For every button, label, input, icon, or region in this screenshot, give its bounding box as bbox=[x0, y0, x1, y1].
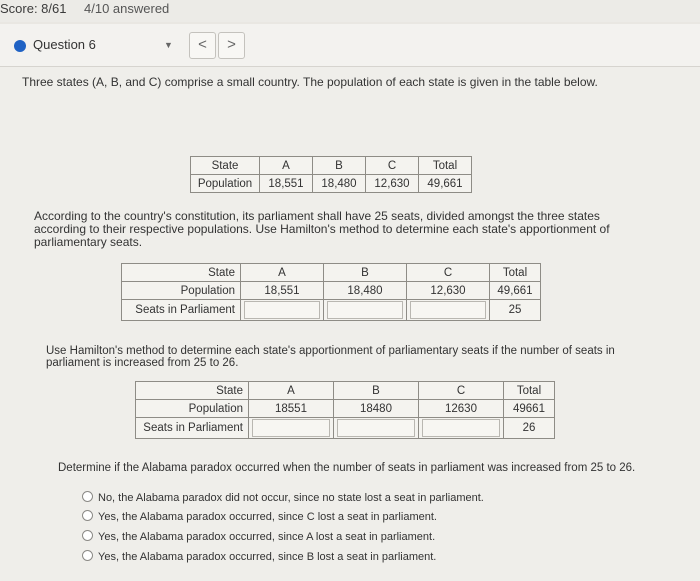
previous-question-button[interactable]: < bbox=[189, 32, 216, 59]
table-row bbox=[136, 400, 555, 418]
answer-option[interactable] bbox=[82, 510, 437, 523]
row-label: Seats in Parliament bbox=[136, 418, 249, 439]
table-row bbox=[191, 175, 472, 193]
part1-text: According to the country's constitution, its parliament shall have 25 seats, divided amongst the three states according to their respective populations. Use Hamilton's method to determine each state's apportionment of parliamentary seats. bbox=[34, 209, 610, 249]
header-cell: C bbox=[407, 264, 490, 282]
population-b: 18480 bbox=[334, 400, 419, 418]
header-cell: State bbox=[136, 382, 249, 400]
table-row bbox=[136, 418, 555, 439]
header-cell: Total bbox=[419, 157, 472, 175]
seats-a-input[interactable] bbox=[252, 419, 330, 437]
seats-b-input[interactable] bbox=[327, 301, 403, 319]
question-selector[interactable]: Question 6 bbox=[33, 37, 96, 52]
population-total: 49,661 bbox=[490, 282, 541, 300]
header-cell: C bbox=[419, 382, 504, 400]
header-cell: State bbox=[191, 157, 260, 175]
next-question-button[interactable]: > bbox=[218, 32, 245, 59]
seats-c-input[interactable] bbox=[410, 301, 486, 319]
question-content bbox=[0, 67, 700, 581]
population-b: 18,480 bbox=[313, 175, 366, 193]
row-label: Population bbox=[191, 175, 260, 193]
part2-text: Use Hamilton's method to determine each state's apportionment of parliamentary seats if the number of seats in parliament is increased from 25 to 26. bbox=[46, 345, 615, 369]
answer-option[interactable] bbox=[82, 491, 484, 504]
table-header-row bbox=[136, 382, 555, 400]
population-c: 12,630 bbox=[366, 175, 419, 193]
seats-a-cell bbox=[249, 418, 334, 439]
radio-button[interactable] bbox=[82, 510, 93, 521]
table-header-row bbox=[122, 264, 541, 282]
radio-button[interactable] bbox=[82, 491, 93, 502]
header-cell: A bbox=[241, 264, 324, 282]
intro-text: Three states (A, B, and C) comprise a small country. The population of each state is given in the table below. bbox=[22, 75, 598, 89]
header-cell: B bbox=[313, 157, 366, 175]
population-a: 18,551 bbox=[260, 175, 313, 193]
row-label: Seats in Parliament bbox=[122, 300, 241, 321]
radio-button[interactable] bbox=[82, 530, 93, 541]
population-total: 49661 bbox=[504, 400, 555, 418]
question-status-dot bbox=[14, 40, 26, 52]
option-label: Yes, the Alabama paradox occurred, since A lost a seat in parliament. bbox=[98, 531, 436, 543]
header-cell: A bbox=[249, 382, 334, 400]
population-c: 12630 bbox=[419, 400, 504, 418]
population-a: 18551 bbox=[249, 400, 334, 418]
answer-option[interactable] bbox=[82, 550, 436, 563]
row-label: Population bbox=[136, 400, 249, 418]
seats-a-cell bbox=[241, 300, 324, 321]
seats-a-input[interactable] bbox=[244, 301, 320, 319]
seats-b-cell bbox=[324, 300, 407, 321]
population-b: 18,480 bbox=[324, 282, 407, 300]
header-cell: A bbox=[260, 157, 313, 175]
population-total: 49,661 bbox=[419, 175, 472, 193]
seats-total: 25 bbox=[490, 300, 541, 321]
header-cell: B bbox=[334, 382, 419, 400]
table-header-row bbox=[191, 157, 472, 175]
score-text: Score: 8/61 bbox=[0, 1, 67, 16]
seats-c-cell bbox=[419, 418, 504, 439]
option-label: Yes, the Alabama paradox occurred, since C lost a seat in parliament. bbox=[98, 511, 437, 523]
radio-button[interactable] bbox=[82, 550, 93, 561]
table-row bbox=[122, 300, 541, 321]
part3-text: Determine if the Alabama paradox occurred when the number of seats in parliament was increased from 25 to 26. bbox=[58, 462, 636, 474]
header-cell: C bbox=[366, 157, 419, 175]
answer-option[interactable] bbox=[82, 530, 435, 543]
header-cell: Total bbox=[504, 382, 555, 400]
population-table bbox=[190, 156, 472, 193]
row-label: Population bbox=[122, 282, 241, 300]
option-label: No, the Alabama paradox did not occur, since no state lost a seat in parliament. bbox=[98, 492, 484, 504]
header-cell: State bbox=[122, 264, 241, 282]
part1-table bbox=[121, 263, 541, 321]
header-cell: B bbox=[324, 264, 407, 282]
answered-count: 4/10 answered bbox=[84, 1, 170, 16]
population-c: 12,630 bbox=[407, 282, 490, 300]
part2-table bbox=[135, 381, 555, 439]
dropdown-caret-icon[interactable]: ▼ bbox=[164, 40, 173, 50]
population-a: 18,551 bbox=[241, 282, 324, 300]
top-bar bbox=[0, 0, 700, 22]
seats-c-input[interactable] bbox=[422, 419, 500, 437]
question-nav-bar bbox=[0, 24, 700, 67]
seats-b-cell bbox=[334, 418, 419, 439]
seats-total: 26 bbox=[504, 418, 555, 439]
seats-c-cell bbox=[407, 300, 490, 321]
header-cell: Total bbox=[490, 264, 541, 282]
option-label: Yes, the Alabama paradox occurred, since B lost a seat in parliament. bbox=[98, 551, 437, 563]
seats-b-input[interactable] bbox=[337, 419, 415, 437]
table-row bbox=[122, 282, 541, 300]
